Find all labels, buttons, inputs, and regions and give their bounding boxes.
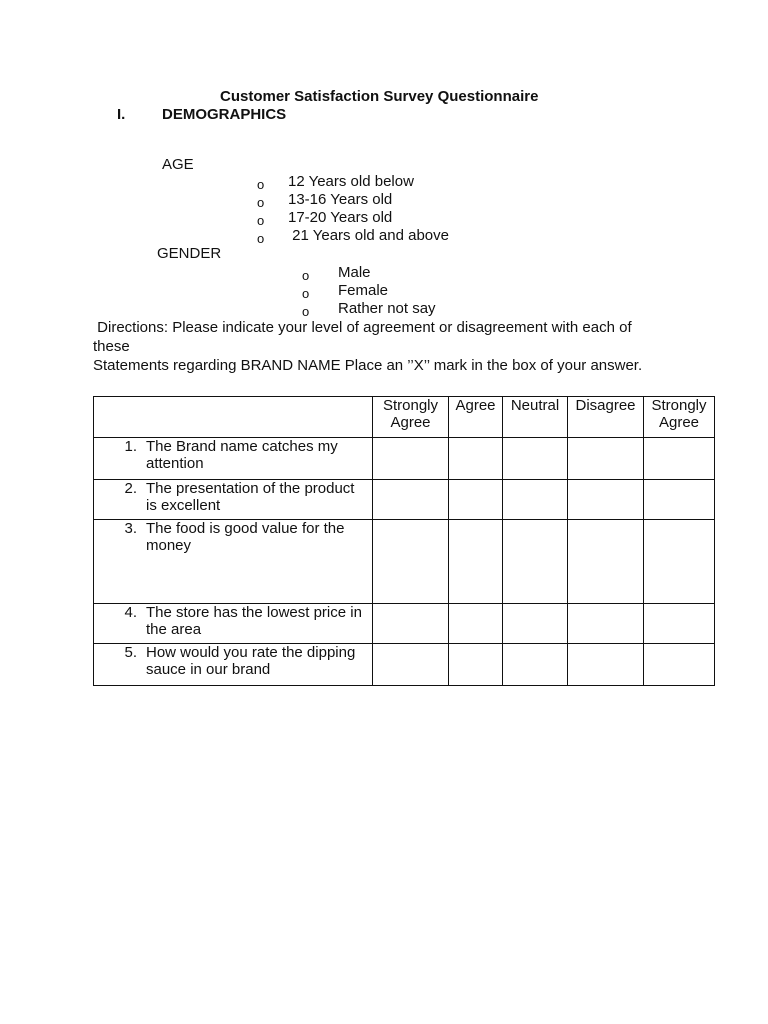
- section-heading: DEMOGRAPHICS: [162, 106, 287, 123]
- answer-box-strongly-agree-2[interactable]: [644, 644, 715, 686]
- answer-box-disagree[interactable]: [568, 438, 644, 480]
- statement-cell: [94, 480, 373, 520]
- answer-box-disagree[interactable]: [568, 480, 644, 520]
- statement-number: 1.: [124, 438, 137, 455]
- answer-box-neutral[interactable]: [503, 604, 568, 644]
- statement-number: 2.: [124, 480, 137, 497]
- gender-option-2-bullet[interactable]: o: [302, 286, 310, 301]
- statement-text: The food is good value for the money: [146, 520, 345, 554]
- age-option-4-bullet[interactable]: o: [257, 231, 265, 246]
- section-numeral: I.: [117, 106, 126, 123]
- directions-line-1: Directions: Please indicate your level of agreement or disagreement with each of: [93, 319, 632, 336]
- statement-text: How would you rate the dipping sauce in our brand: [146, 644, 356, 678]
- header-statement-cell: [94, 397, 373, 438]
- answer-box-strongly-agree-2[interactable]: [644, 604, 715, 644]
- header-strongly-agree: Strongly Agree: [373, 397, 449, 438]
- age-option-3-label: 17-20 Years old: [288, 209, 393, 226]
- age-label: AGE: [162, 156, 194, 173]
- directions-line-2: these: [93, 338, 130, 355]
- answer-box-disagree[interactable]: [568, 520, 644, 604]
- gender-option-3-label: Rather not say: [338, 300, 436, 317]
- answer-box-strongly-agree[interactable]: [373, 604, 449, 644]
- statement-cell: [94, 520, 373, 604]
- answer-box-agree[interactable]: [449, 480, 503, 520]
- answer-box-neutral[interactable]: [503, 480, 568, 520]
- age-option-1-bullet[interactable]: o: [257, 177, 265, 192]
- gender-option-2-label: Female: [338, 282, 389, 299]
- statement-cell: [94, 604, 373, 644]
- age-option-2-bullet[interactable]: o: [257, 195, 265, 210]
- answer-box-disagree[interactable]: [568, 604, 644, 644]
- answer-box-strongly-agree[interactable]: [373, 520, 449, 604]
- header-agree: Agree: [449, 397, 503, 438]
- answer-box-agree[interactable]: [449, 520, 503, 604]
- table-header-row: [94, 397, 715, 438]
- age-option-1-label: 12 Years old below: [288, 173, 414, 190]
- survey-table: [93, 396, 715, 686]
- statement-text: The Brand name catches my attention: [146, 438, 338, 472]
- answer-box-strongly-agree[interactable]: [373, 644, 449, 686]
- answer-box-neutral[interactable]: [503, 438, 568, 480]
- age-option-4-label: 21 Years old and above: [288, 227, 449, 244]
- gender-option-1-label: Male: [338, 264, 371, 281]
- statement-number: 3.: [124, 520, 137, 537]
- age-option-2-label: 13-16 Years old: [288, 191, 393, 208]
- answer-box-agree[interactable]: [449, 644, 503, 686]
- answer-box-agree[interactable]: [449, 604, 503, 644]
- gender-option-1-bullet[interactable]: o: [302, 268, 310, 283]
- header-strongly-agree-2: Strongly Agree: [644, 397, 715, 438]
- statement-cell: [94, 644, 373, 686]
- answer-box-neutral[interactable]: [503, 520, 568, 604]
- gender-option-3-bullet[interactable]: o: [302, 304, 310, 319]
- answer-box-agree[interactable]: [449, 438, 503, 480]
- answer-box-disagree[interactable]: [568, 644, 644, 686]
- table-row: [94, 480, 715, 520]
- page-title: Customer Satisfaction Survey Questionnaire: [220, 88, 539, 105]
- directions-line-3: Statements regarding BRAND NAME Place an ’’X’’ mark in the box of your answer.: [93, 357, 643, 374]
- statement-text: The store has the lowest price in the area: [146, 604, 362, 638]
- table-row: [94, 604, 715, 644]
- age-option-3-bullet[interactable]: o: [257, 213, 265, 228]
- gender-label: GENDER: [157, 245, 222, 262]
- statement-number: 4.: [124, 604, 137, 621]
- answer-box-neutral[interactable]: [503, 644, 568, 686]
- answer-box-strongly-agree-2[interactable]: [644, 438, 715, 480]
- statement-number: 5.: [124, 644, 137, 661]
- table-row: [94, 438, 715, 480]
- statement-cell: [94, 438, 373, 480]
- answer-box-strongly-agree[interactable]: [373, 438, 449, 480]
- answer-box-strongly-agree-2[interactable]: [644, 520, 715, 604]
- answer-box-strongly-agree[interactable]: [373, 480, 449, 520]
- header-neutral: Neutral: [503, 397, 568, 438]
- header-disagree: Disagree: [568, 397, 644, 438]
- statement-text: The presentation of the product is excellent: [146, 480, 355, 514]
- answer-box-strongly-agree-2[interactable]: [644, 480, 715, 520]
- table-row: [94, 520, 715, 604]
- table-row: [94, 644, 715, 686]
